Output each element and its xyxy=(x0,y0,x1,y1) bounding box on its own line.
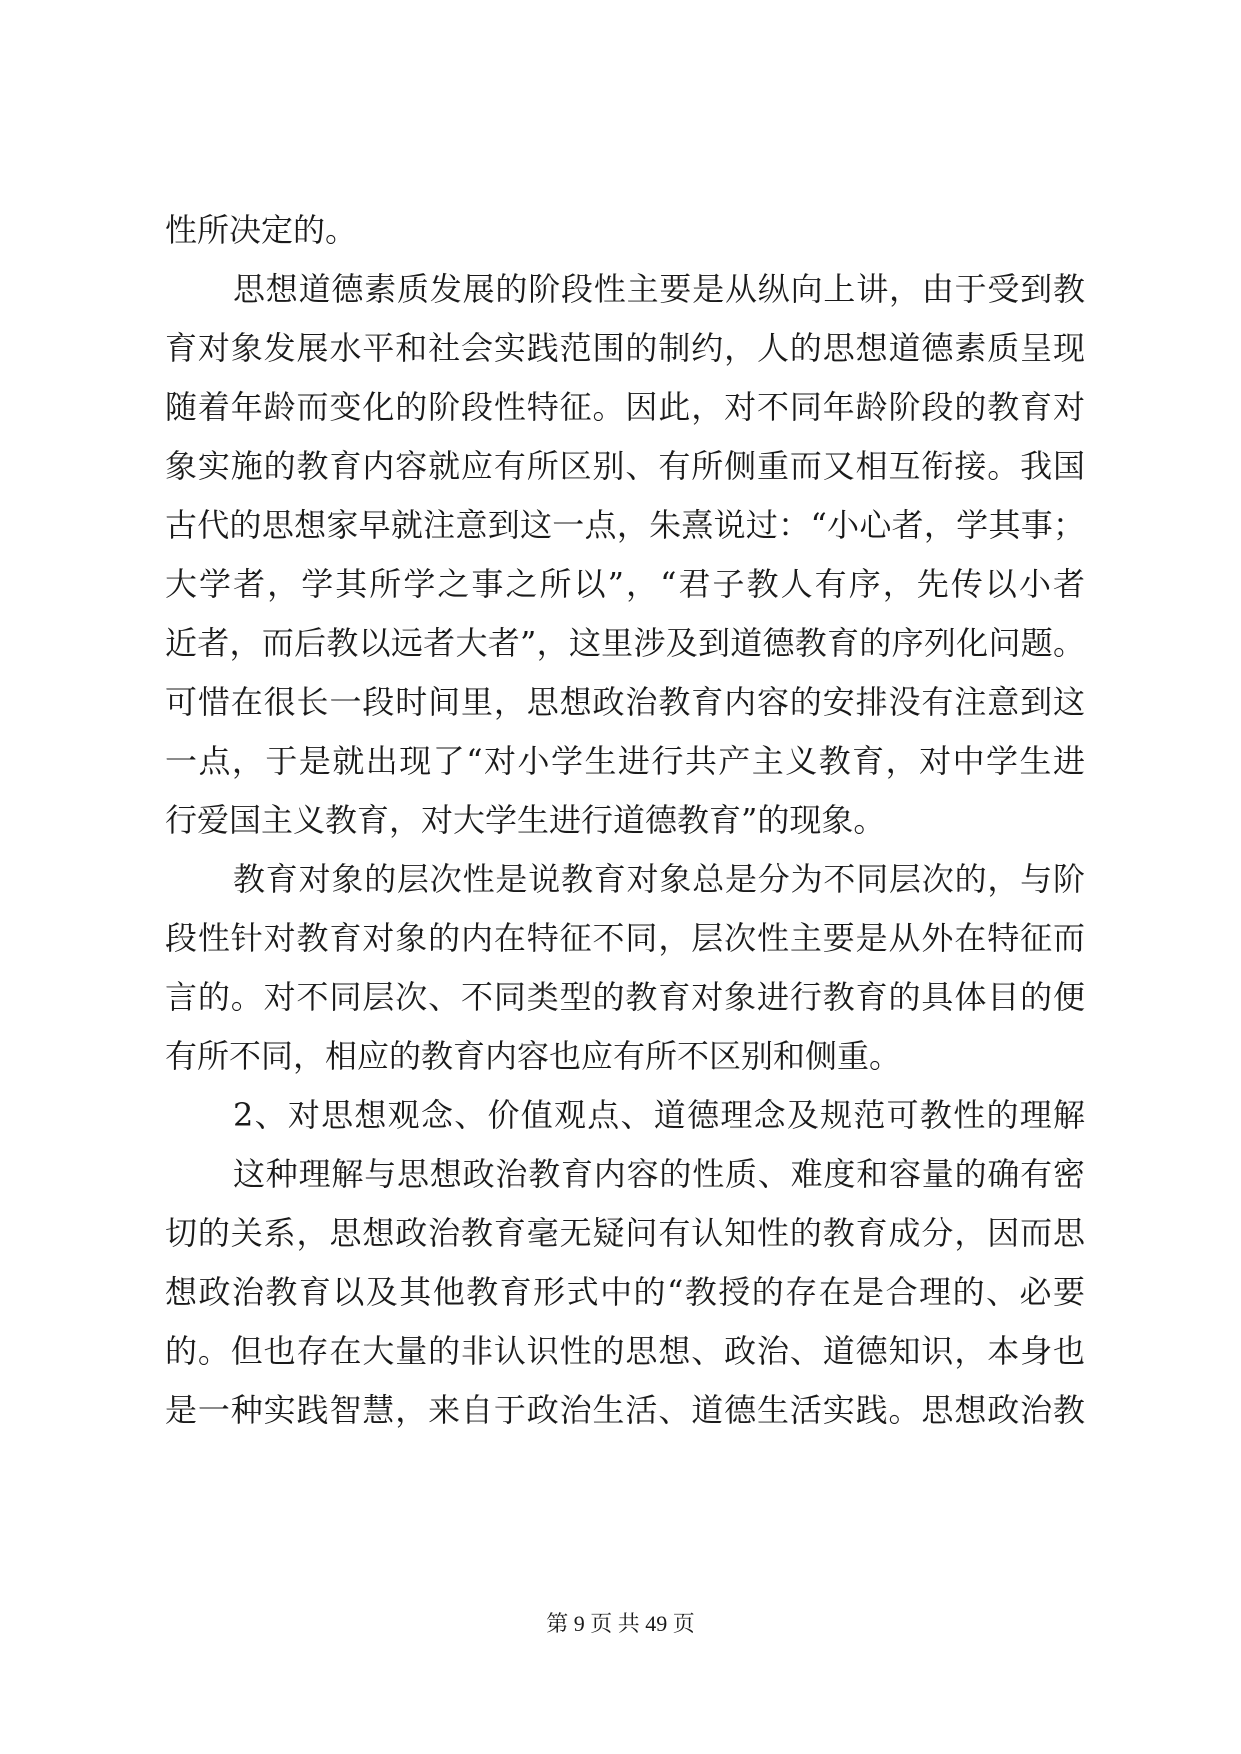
text-line-11: 行爱国主义教育，对大学生进行道德教育”的现象。 xyxy=(165,801,886,839)
text-line-20: 的。但也存在大量的非认识性的思想、政治、道德知识，本身也 xyxy=(165,1332,1085,1370)
text-line-10: 一点，于是就出现了“对小学生进行共产主义教育，对中学生进 xyxy=(165,742,1085,780)
text-line-5: 象实施的教育内容就应有所区别、有所侧重而又相互衔接。我国 xyxy=(165,447,1085,485)
text-line-19: 想政治教育以及其他教育形式中的“教授的存在是合理的、必要 xyxy=(165,1273,1085,1311)
text-line-4: 随着年龄而变化的阶段性特征。因此，对不同年龄阶段的教育对 xyxy=(165,388,1085,426)
text-line-6: 古代的思想家早就注意到这一点，朱熹说过：“小心者，学其事； xyxy=(165,506,1085,544)
text-line-14: 言的。对不同层次、不同类型的教育对象进行教育的具体目的便 xyxy=(165,978,1085,1016)
text-line-18: 切的关系，思想政治教育毫无疑问有认知性的教育成分，因而思 xyxy=(165,1214,1085,1252)
text-line-15: 有所不同，相应的教育内容也应有所不区别和侧重。 xyxy=(165,1037,902,1075)
text-line-17: 这种理解与思想政治教育内容的性质、难度和容量的确有密 xyxy=(233,1155,1085,1193)
text-line-13: 段性针对教育对象的内在特征不同，层次性主要是从外在特征而 xyxy=(165,919,1085,957)
text-line-3: 育对象发展水平和社会实践范围的制约，人的思想道德素质呈现 xyxy=(165,329,1085,367)
text-line-21: 是一种实践智慧，来自于政治生活、道德生活实践。思想政治教 xyxy=(165,1391,1085,1429)
text-line-1: 性所决定的。 xyxy=(165,211,358,249)
text-line-2: 思想道德素质发展的阶段性主要是从纵向上讲，由于受到教 xyxy=(233,270,1085,308)
text-line-9: 可惜在很长一段时间里，思想政治教育内容的安排没有注意到这 xyxy=(165,683,1085,721)
text-line-12: 教育对象的层次性是说教育对象总是分为不同层次的，与阶 xyxy=(233,860,1085,898)
page-footer: 第 9 页 共 49 页 xyxy=(546,1611,695,1636)
text-line-16: 2、对思想观念、价值观点、道德理念及规范可教性的理解 xyxy=(233,1096,1085,1134)
text-line-7: 大学者，学其所学之事之所以”，“君子教人有序，先传以小者 xyxy=(165,565,1085,603)
text-line-8: 近者，而后教以远者大者”，这里涉及到道德教育的序列化问题。 xyxy=(165,624,1085,662)
